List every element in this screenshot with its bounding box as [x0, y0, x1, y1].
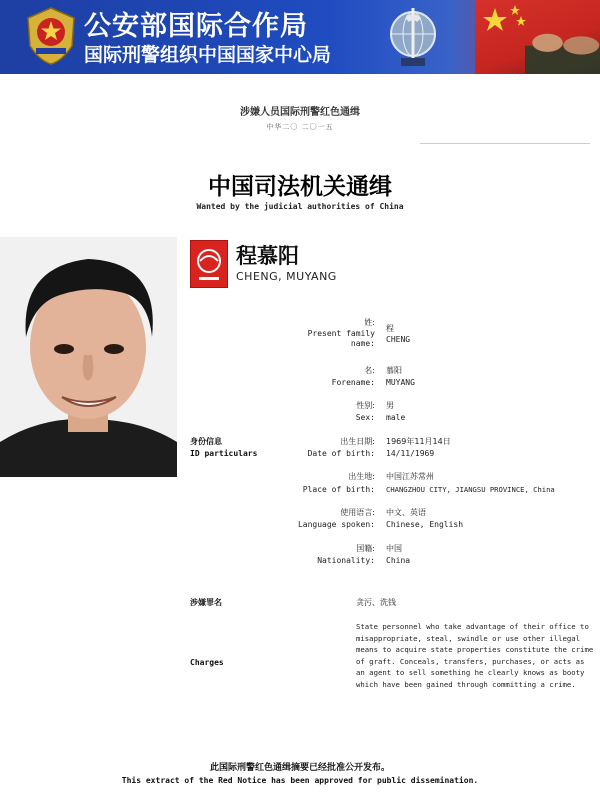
notice-number: 中华二〇 二〇一五 [266, 123, 334, 131]
dob-label-cn: 出生日期: [340, 437, 375, 446]
banner-subtitle: 国际刑警组织中国国家中心局 [84, 44, 332, 66]
footer-cn: 此国际刑警红色通缉摘要已经批准公开发布。 [209, 763, 390, 773]
name-en: CHENG, MUYANG [236, 270, 337, 283]
interpol-globe-icon [385, 4, 441, 70]
sex-label-en: Sex: [355, 413, 375, 422]
nationality-label-en: Nationality: [317, 556, 375, 565]
banner-title: 公安部国际合作局 [84, 11, 308, 42]
id-section-en: ID particulars [190, 449, 258, 458]
header-banner [0, 0, 600, 74]
language-label-cn: 使用语言: [340, 508, 375, 517]
red-notice-logo-icon [190, 240, 228, 288]
charges-description: State personnel who take advantage of their office to misappropriate, steal, swindle or use other illegal means to acquire state properties constitute the crime of graft. Conceals, transfers, purchases, or acts as an agent to sell something he clearly knows as booty which have been gained through committing a crime. [356, 622, 594, 689]
family-name-value-en: CHENG [386, 335, 411, 344]
family-name-label-en: Present family name: [307, 329, 375, 348]
nationality-value-en: China [386, 556, 411, 565]
family-name-label-cn: 姓: [364, 318, 375, 327]
charges-section-en: Charges [190, 658, 224, 667]
suspect-photo [0, 237, 177, 477]
forename-value-en: MUYANG [386, 378, 415, 387]
nationality-value-cn: 中国 [386, 544, 402, 553]
forename-label-cn: 名: [364, 366, 375, 375]
sex-label-cn: 性别: [356, 401, 375, 410]
forename-value-cn: 慕阳 [386, 366, 402, 375]
pob-value-en: CHANGZHOU CITY, JIANGSU PROVINCE, China [386, 485, 555, 494]
language-value-cn: 中文、英语 [386, 508, 426, 517]
dob-value-en: 14/11/1969 [386, 449, 435, 458]
dob-label-en: Date of birth: [307, 449, 375, 458]
notice-title: 涉嫌人员国际刑警红色通缉 [240, 107, 360, 118]
police-emblem-icon [22, 6, 80, 66]
pob-value-cn: 中国江苏常州 [386, 472, 434, 481]
id-section-cn: 身份信息 [190, 437, 222, 446]
forename-label-en: Forename: [331, 378, 375, 387]
sex-value-en: male [386, 413, 406, 422]
pob-label-cn: 出生地: [348, 472, 375, 481]
footer-en: This extract of the Red Notice has been approved for public dissemination. [121, 776, 479, 785]
main-title: 中国司法机关通缉 [208, 173, 392, 200]
family-name-value-cn: 程 [386, 324, 394, 333]
dob-value-cn: 1969年11月14日 [386, 437, 451, 446]
main-title-en: Wanted by the judicial authorities of China [196, 202, 404, 211]
charges-section-cn: 涉嫌罪名 [190, 598, 222, 607]
nationality-label-cn: 国籍: [356, 544, 375, 553]
officers-image [525, 22, 600, 74]
divider [420, 143, 590, 144]
name-cn: 程慕阳 [236, 244, 299, 268]
pob-label-en: Place of birth: [302, 485, 375, 494]
language-label-en: Language spoken: [297, 520, 375, 529]
language-value-en: Chinese, English [386, 520, 464, 529]
sex-value-cn: 男 [386, 401, 394, 410]
charges-title-cn: 贪污、洗钱 [356, 598, 396, 607]
